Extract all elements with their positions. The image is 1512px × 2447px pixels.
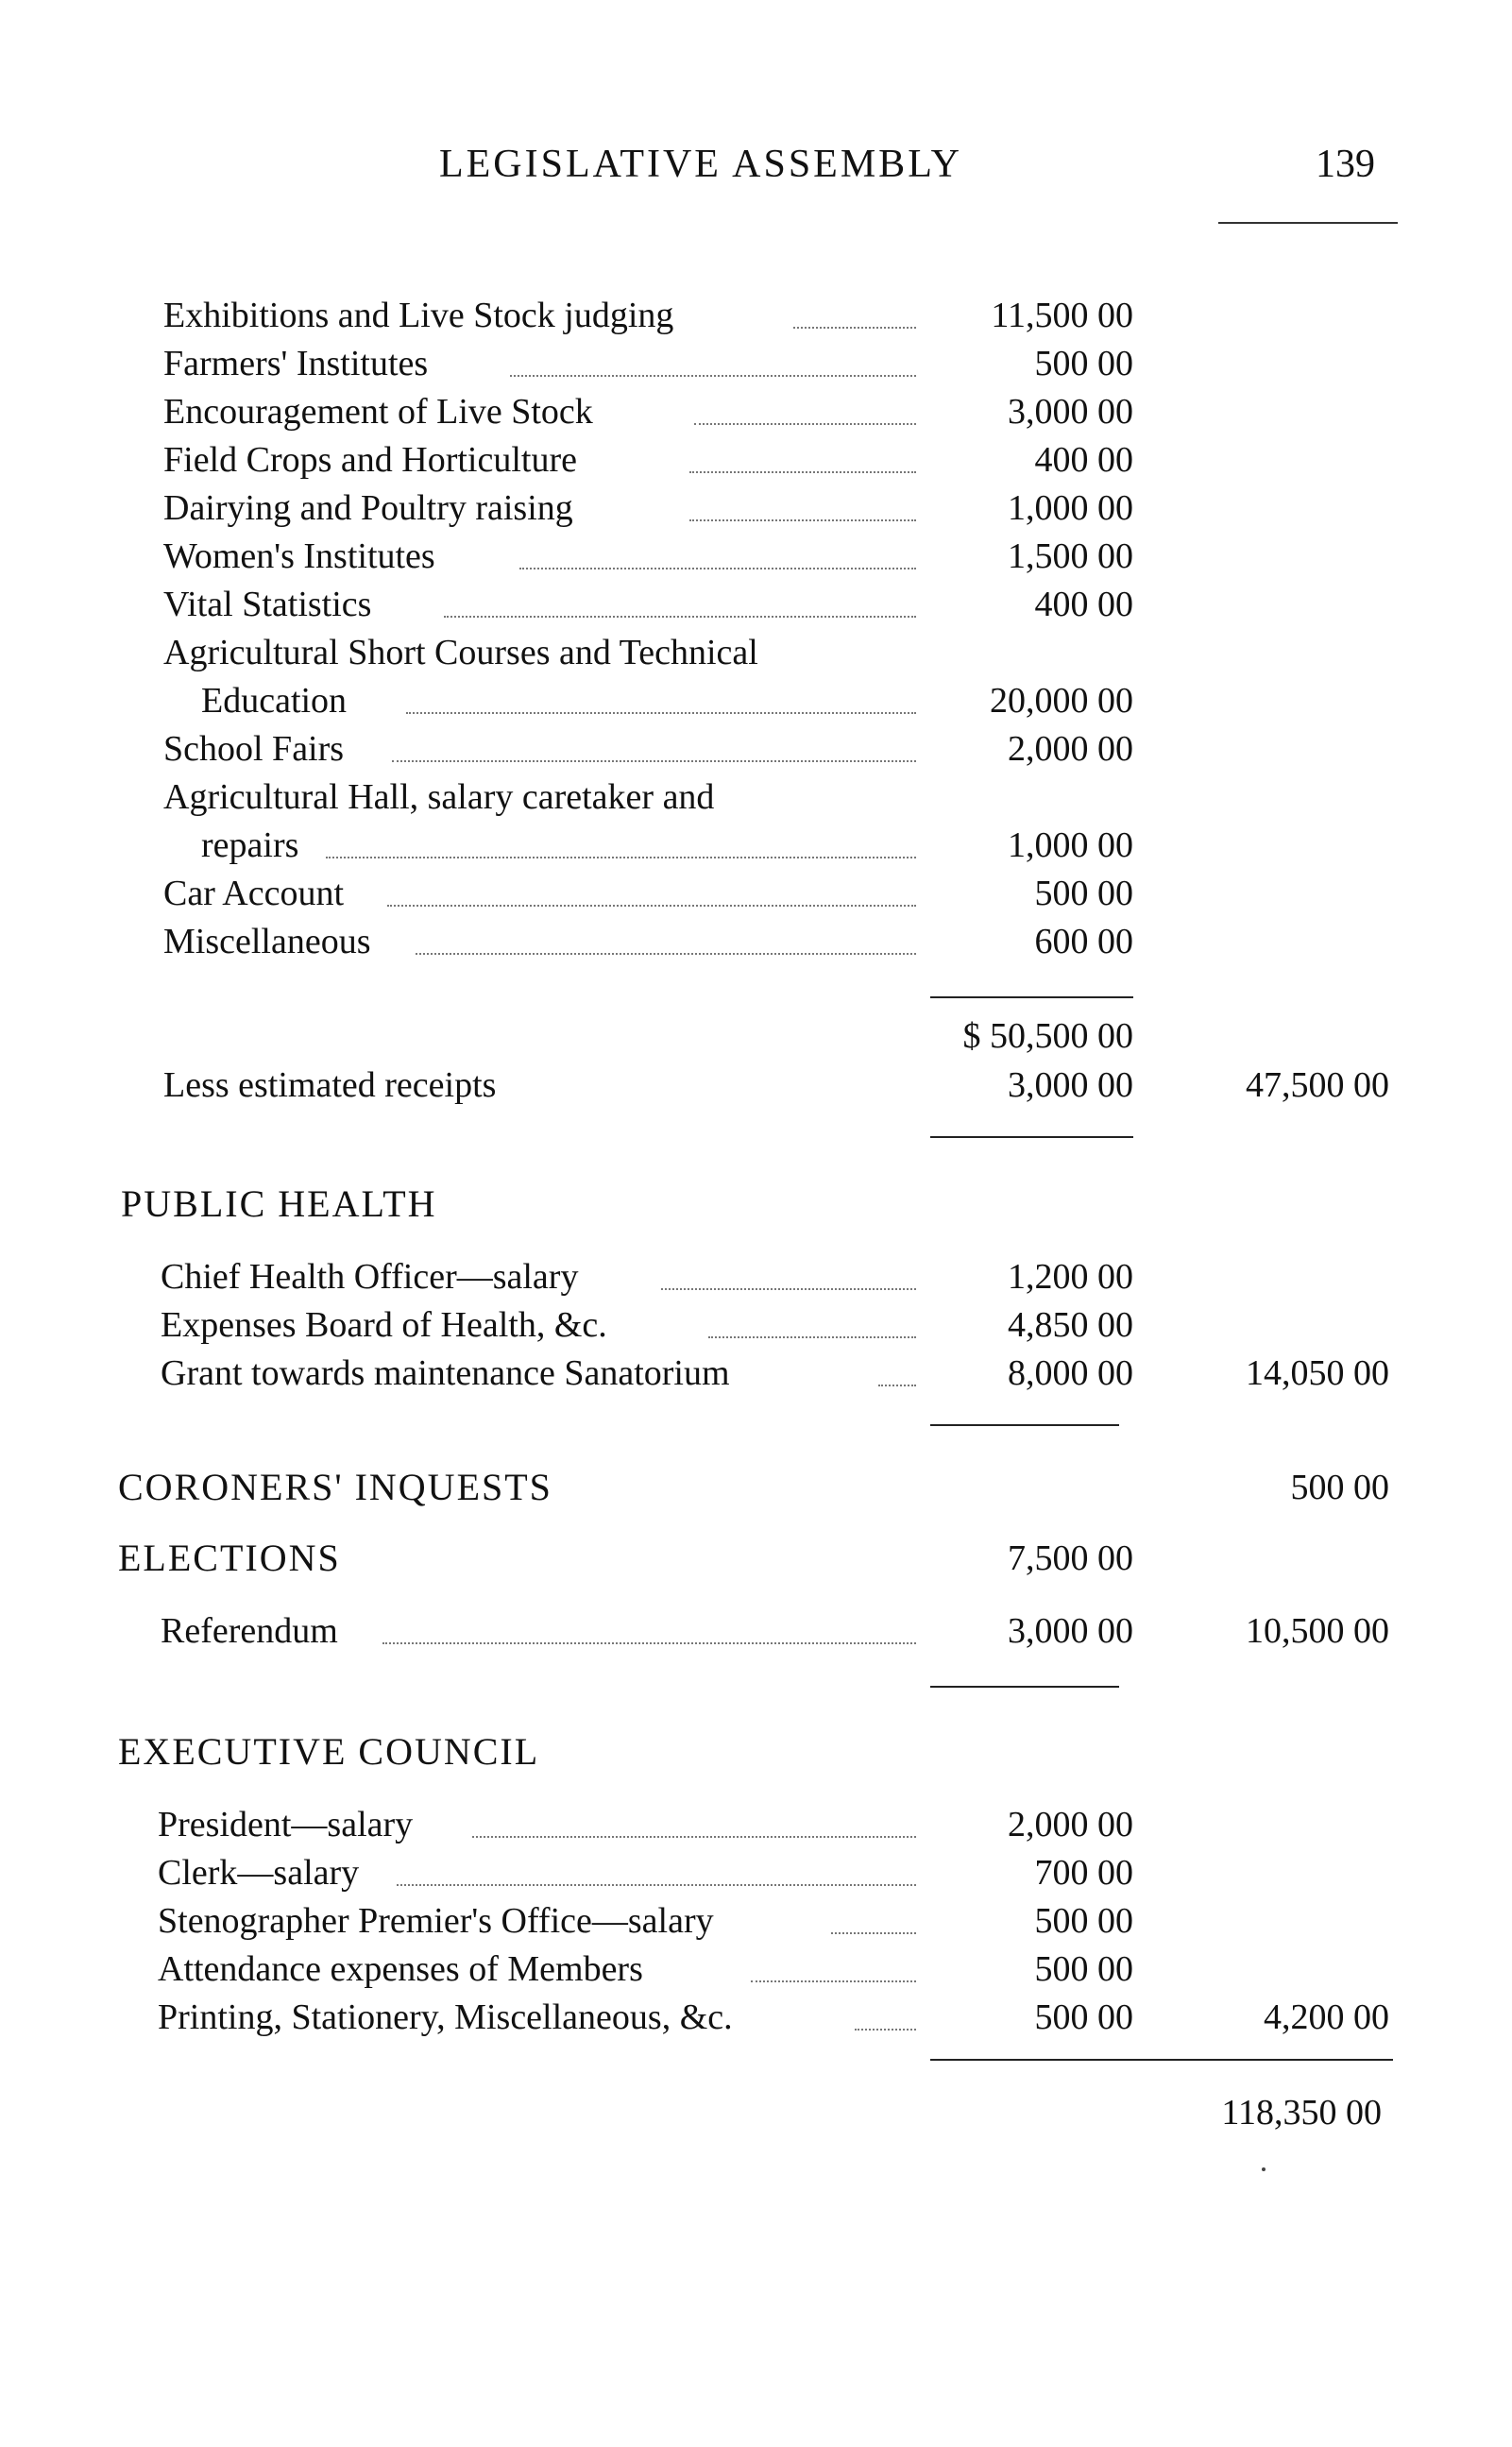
line-item-amount: 2,000 00 bbox=[1008, 1805, 1133, 1844]
line-item-amount: 20,000 00 bbox=[990, 681, 1133, 721]
leader-dots bbox=[793, 327, 916, 329]
total-rule bbox=[930, 1686, 1119, 1688]
total-rule bbox=[930, 1424, 1119, 1426]
section-total: 47,500 00 bbox=[1246, 1065, 1389, 1105]
line-item-amount: 1,200 00 bbox=[1008, 1257, 1133, 1297]
line-item-label: President—salary bbox=[158, 1805, 414, 1844]
line-item-amount: 8,000 00 bbox=[1008, 1353, 1133, 1393]
heading-amount: 7,500 00 bbox=[1008, 1538, 1133, 1578]
line-item-label: Farmers' Institutes bbox=[163, 344, 429, 383]
total-rule bbox=[930, 1136, 1133, 1138]
line-item-label-continued: Education bbox=[201, 681, 348, 721]
section-heading: ELECTIONS bbox=[118, 1537, 341, 1579]
leader-dots bbox=[878, 1385, 916, 1386]
line-item-amount: 700 00 bbox=[1034, 1853, 1133, 1893]
leader-dots bbox=[519, 568, 916, 569]
leader-dots bbox=[751, 1980, 916, 1982]
section-heading: PUBLIC HEALTH bbox=[121, 1182, 437, 1225]
leader-dots bbox=[694, 423, 916, 425]
line-item-amount: 500 00 bbox=[1034, 1949, 1133, 1989]
line-item-amount: 4,850 00 bbox=[1008, 1305, 1133, 1345]
line-item-label: Stenographer Premier's Office—salary bbox=[158, 1901, 714, 1941]
line-item-label: School Fairs bbox=[163, 729, 345, 769]
leader-dots bbox=[510, 375, 916, 377]
leader-dots bbox=[855, 2029, 916, 2031]
line-item-amount: 1,500 00 bbox=[1008, 536, 1133, 576]
line-item-amount: 1,000 00 bbox=[1008, 825, 1133, 865]
page-header-title: LEGISLATIVE ASSEMBLY bbox=[439, 143, 962, 186]
line-item-amount: 11,500 00 bbox=[991, 296, 1133, 335]
grand-total-rule bbox=[930, 2059, 1393, 2061]
leader-dots bbox=[406, 712, 916, 714]
line-item-amount: 500 00 bbox=[1034, 344, 1133, 383]
line-item-amount: 1,000 00 bbox=[1008, 488, 1133, 528]
leader-dots bbox=[326, 857, 916, 858]
grand-total: 118,350 00 bbox=[1221, 2093, 1382, 2133]
section-total: 4,200 00 bbox=[1264, 1997, 1389, 2037]
leader-dots bbox=[708, 1336, 916, 1338]
section-total: 14,050 00 bbox=[1246, 1353, 1389, 1393]
line-item-label: Miscellaneous bbox=[163, 922, 371, 961]
leader-dots bbox=[387, 905, 916, 907]
leader-dots bbox=[689, 471, 916, 473]
line-item-label: Dairying and Poultry raising bbox=[163, 488, 573, 528]
section-total: 500 00 bbox=[1290, 1468, 1389, 1507]
line-item-amount: 600 00 bbox=[1034, 922, 1133, 961]
line-item-amount: 400 00 bbox=[1034, 585, 1133, 624]
line-item-amount: 3,000 00 bbox=[1008, 1611, 1133, 1651]
leader-dots bbox=[416, 953, 916, 955]
line-item-label-continued: repairs bbox=[201, 825, 299, 865]
line-item-label: Expenses Board of Health, &c. bbox=[161, 1305, 607, 1345]
leader-dots bbox=[392, 760, 916, 762]
leader-dots bbox=[831, 1932, 916, 1934]
line-item-label: Clerk—salary bbox=[158, 1853, 360, 1893]
leader-dots bbox=[661, 1288, 916, 1290]
section-total: 10,500 00 bbox=[1246, 1611, 1389, 1651]
leader-dots bbox=[689, 519, 916, 521]
header-rule bbox=[1218, 222, 1398, 224]
leader-dots bbox=[397, 1884, 916, 1886]
line-item-label: Printing, Stationery, Miscellaneous, &c. bbox=[158, 1997, 733, 2037]
line-item-label: Agricultural Short Courses and Technical bbox=[163, 633, 758, 672]
leader-dots bbox=[472, 1836, 916, 1838]
section-heading: EXECUTIVE COUNCIL bbox=[118, 1730, 540, 1773]
line-item-label: Encouragement of Live Stock bbox=[163, 392, 593, 432]
line-item-label: Women's Institutes bbox=[163, 536, 435, 576]
subtotal-amount: $ 50,500 00 bbox=[962, 1016, 1133, 1056]
line-item-label: Grant towards maintenance Sanatorium bbox=[161, 1353, 730, 1393]
less-receipts-amount: 3,000 00 bbox=[1008, 1065, 1133, 1105]
line-item-amount: 2,000 00 bbox=[1008, 729, 1133, 769]
line-item-amount: 400 00 bbox=[1034, 440, 1133, 480]
line-item-label: Referendum bbox=[161, 1611, 338, 1651]
line-item-label: Agricultural Hall, salary caretaker and bbox=[163, 777, 715, 817]
line-item-label: Field Crops and Horticulture bbox=[163, 440, 577, 480]
line-item-label: Exhibitions and Live Stock judging bbox=[163, 296, 674, 335]
page-number: 139 bbox=[1316, 143, 1375, 186]
line-item-amount: 500 00 bbox=[1034, 1901, 1133, 1941]
section-heading: CORONERS' INQUESTS bbox=[118, 1466, 552, 1508]
line-item-amount: 500 00 bbox=[1034, 1997, 1133, 2037]
scan-speck bbox=[1262, 2167, 1266, 2171]
line-item-label: Vital Statistics bbox=[163, 585, 372, 624]
line-item-amount: 3,000 00 bbox=[1008, 392, 1133, 432]
line-item-label: Car Account bbox=[163, 874, 345, 913]
line-item-amount: 500 00 bbox=[1034, 874, 1133, 913]
subtotal-rule bbox=[930, 996, 1133, 998]
leader-dots bbox=[444, 616, 916, 618]
leader-dots bbox=[382, 1642, 916, 1644]
less-receipts-label: Less estimated receipts bbox=[163, 1065, 497, 1105]
line-item-label: Chief Health Officer—salary bbox=[161, 1257, 579, 1297]
line-item-label: Attendance expenses of Members bbox=[158, 1949, 643, 1989]
